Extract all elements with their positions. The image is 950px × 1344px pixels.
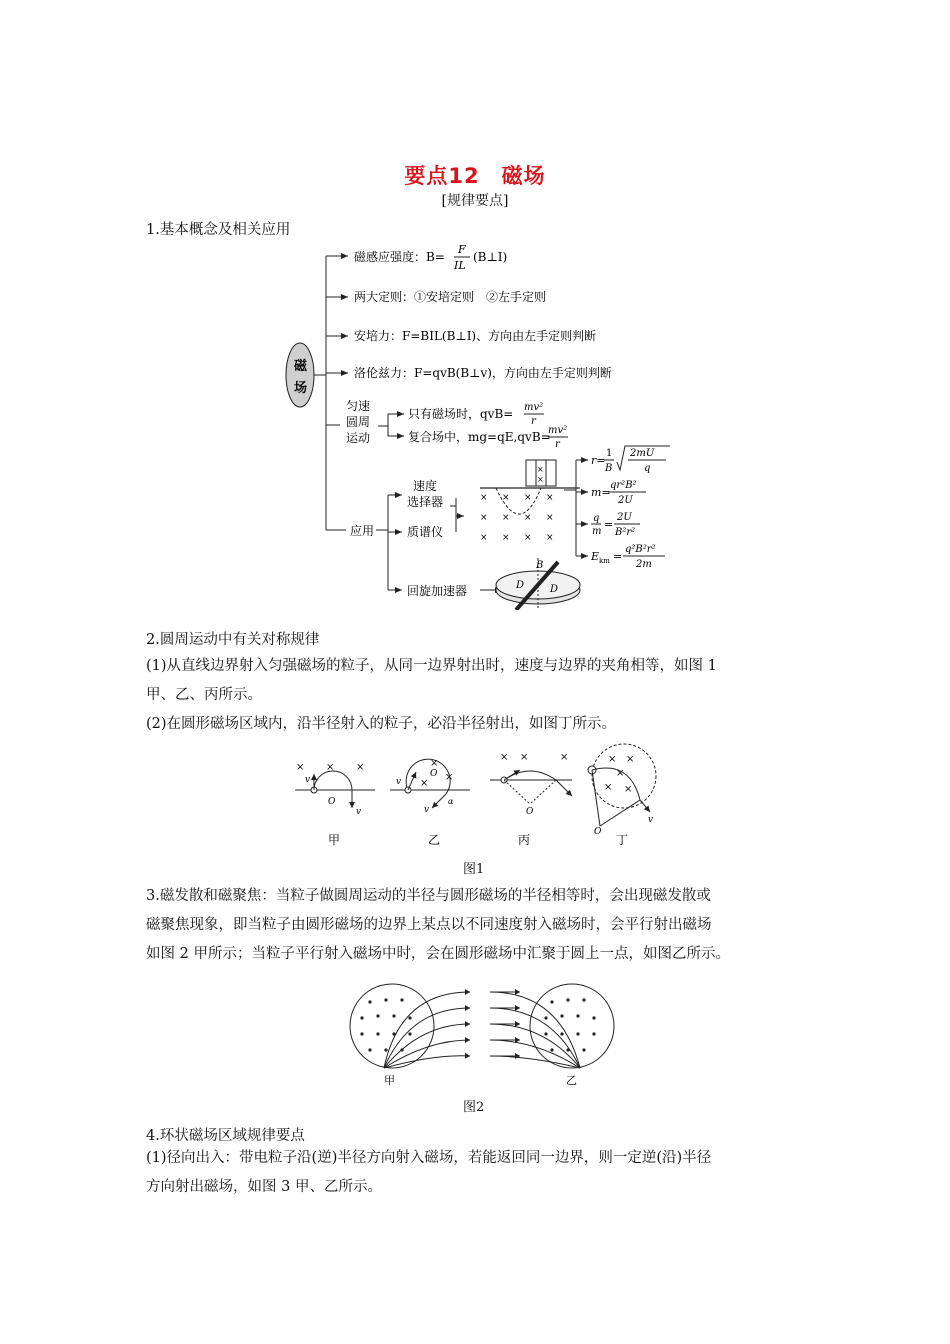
formula-Ek: E (591, 550, 600, 563)
svg-text:×: × (537, 475, 544, 484)
lorentz-force-label: 洛伦兹力：F=qvB(B⊥v)，方向由左手定则判断 (354, 366, 612, 380)
magnetic-induction-label: 磁感应强度：B= (354, 250, 445, 264)
ampere-force-label: 安培力：F=BIL(B⊥I)、方向由左手定则判断 (354, 329, 597, 343)
velocity-selector-1: 速度 (413, 479, 438, 493)
svg-text:v: v (305, 775, 311, 785)
figure1-bing (490, 752, 572, 847)
formula-r-2mU: 2mU (630, 448, 655, 459)
svg-text:O: O (328, 797, 336, 807)
formula-qm-m: m (592, 526, 602, 537)
svg-text:×: × (430, 758, 439, 769)
svg-text:=: = (604, 518, 614, 531)
mass-spectrometer-label: 质谱仪 (407, 525, 444, 539)
compound-mv2: mv² (548, 425, 568, 436)
two-rules-label: 两大定则：①安培定则 ②左手定则 (354, 290, 547, 304)
cyclotron-D1-label: D (516, 580, 525, 591)
figure2-yi (490, 984, 614, 1087)
section1-heading: 1.基本概念及相关应用 (146, 222, 291, 238)
section2-heading: 2.圆周运动中有关对称规律 (146, 632, 320, 648)
uniform-circular-1: 匀速 (346, 399, 371, 413)
cyclotron-D2-label: D (550, 584, 559, 595)
figure1-jia (295, 762, 375, 847)
formula-r-one: 1 (606, 448, 613, 459)
formula-qm-den: B²r² (615, 527, 636, 538)
svg-text:×: × (420, 778, 429, 789)
svg-text:×: × (616, 768, 625, 779)
svg-text:=: = (613, 550, 623, 563)
svg-text:×: × (608, 754, 617, 765)
svg-text:×: × (502, 513, 510, 523)
svg-text:α: α (448, 797, 454, 806)
section4-para (146, 1144, 808, 1202)
section2-para1-line2: 甲、乙、丙所示。 (146, 687, 262, 703)
svg-text:×: × (480, 493, 488, 503)
svg-text:v: v (356, 807, 362, 817)
figure1-label-ding: 丁 (616, 833, 629, 847)
svg-text:×: × (356, 762, 365, 773)
figure2-label-yi: 乙 (566, 1074, 577, 1087)
application-label: 应用 (350, 524, 375, 538)
section2-para1-line1: (1)从直线边界射入匀强磁场的粒子，从同一边界射出时，速度与边界的夹角相等，如图 1 (146, 658, 717, 674)
velocity-selector-2: 选择器 (407, 495, 444, 509)
svg-text:×: × (502, 533, 510, 543)
figure2-jia (350, 984, 470, 1087)
svg-text:×: × (520, 752, 529, 763)
fraction-F: F (458, 243, 466, 256)
svg-text:×: × (546, 493, 554, 503)
formula-qm-num: 2U (617, 512, 632, 523)
root-char2: 场 (294, 381, 308, 396)
figure2-label-jia: 甲 (384, 1074, 395, 1087)
figure1-label-yi: 乙 (428, 833, 441, 847)
svg-text:×: × (626, 754, 635, 765)
svg-text:v: v (648, 815, 654, 825)
root-char1: 磁 (294, 359, 308, 374)
formula-m: m= (591, 486, 611, 499)
formula-Ek-den: 2m (636, 559, 652, 570)
figure1-diagram (290, 740, 670, 850)
svg-text:×: × (326, 762, 335, 773)
only-magnetic-label: 只有磁场时，qvB= (408, 407, 514, 421)
svg-text:×: × (537, 465, 544, 474)
cyclotron-B-label: B (536, 560, 544, 571)
svg-text:×: × (524, 493, 532, 503)
svg-text:O: O (526, 807, 534, 817)
svg-text:×: × (296, 762, 305, 773)
section3-line3: 如图 2 甲所示；当粒子平行射入磁场中时，会在圆形磁场中汇聚于圆上一点，如图乙所示。 (146, 946, 730, 962)
figure2-caption: 图2 (463, 1100, 485, 1115)
svg-text:v: v (396, 777, 402, 787)
formula-qm-q: q (593, 513, 600, 524)
only-mag-r: r (531, 416, 536, 427)
svg-text:×: × (524, 513, 532, 523)
svg-text:×: × (502, 493, 510, 503)
compound-field-label: 复合场中，mg=qE,qvB= (408, 430, 551, 444)
svg-text:×: × (480, 513, 488, 523)
formula-m-den: 2U (618, 495, 633, 506)
svg-text:O: O (594, 827, 602, 837)
formula-m-num: qr²B² (610, 480, 637, 491)
figure1-label-bing: 丙 (518, 833, 531, 847)
figure2-diagram (340, 978, 630, 1088)
section4-line1: (1)径向出入：带电粒子沿(逆)半径方向射入磁场，若能返回同一边界，则一定逆(沿)半径 (146, 1150, 712, 1166)
svg-text:×: × (624, 784, 633, 795)
formula-Ek-num: q²B²r² (625, 544, 656, 555)
section2-para1 (146, 652, 808, 710)
formula-r-q: q (644, 463, 651, 474)
section4-line2: 方向射出磁场，如图 3 甲、乙所示。 (146, 1179, 382, 1195)
b-perp-i: (B⊥I) (473, 250, 508, 264)
section3-line2: 磁聚焦现象，即当粒子由圆形磁场的边界上某点以不同速度射入磁场时，会平行射出磁场 (146, 917, 712, 933)
svg-text:O: O (430, 769, 438, 779)
svg-text:×: × (604, 782, 613, 793)
concept-map-diagram (280, 240, 680, 610)
formula-Ek-sub: km (599, 557, 610, 565)
svg-text:×: × (524, 533, 532, 543)
figure1-caption: 图1 (463, 862, 485, 877)
uniform-circular-2: 圆周 (346, 415, 371, 429)
section3-para (146, 882, 808, 969)
svg-text:v: v (424, 805, 430, 815)
page-subtitle: [规律要点] (441, 193, 509, 209)
svg-text:×: × (560, 752, 569, 763)
cyclotron-label: 回旋加速器 (407, 584, 468, 598)
figure1-ding (588, 744, 656, 847)
section2-para2: (2)在圆形磁场区域内，沿半径射入的粒子，必沿半径射出，如图丁所示。 (146, 716, 617, 732)
svg-text:×: × (445, 772, 454, 783)
figure1-label-jia: 甲 (328, 833, 341, 847)
formula-r-B: B (605, 463, 613, 474)
section4-heading: 4.环状磁场区域规律要点 (146, 1128, 305, 1144)
svg-text:×: × (546, 533, 554, 543)
svg-text:×: × (546, 513, 554, 523)
page-title: 要点12 磁场 (404, 164, 546, 188)
svg-text:×: × (480, 533, 488, 543)
fraction-IL: IL (454, 259, 466, 272)
figure1-yi (390, 758, 470, 847)
svg-text:×: × (500, 752, 509, 763)
formula-r: r= (591, 454, 606, 467)
section3-line1: 3.磁发散和磁聚焦：当粒子做圆周运动的半径与圆形磁场的半径相等时，会出现磁发散或 (146, 888, 711, 904)
only-mag-mv2: mv² (524, 402, 544, 413)
uniform-circular-3: 运动 (346, 431, 371, 445)
compound-r: r (555, 439, 560, 450)
